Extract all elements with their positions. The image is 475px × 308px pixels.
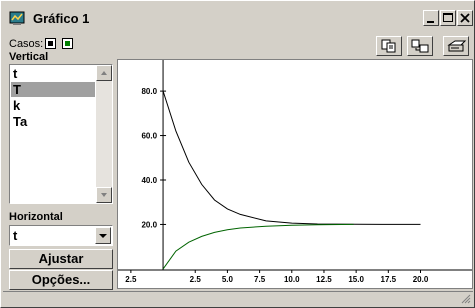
vertical-variable-list[interactable] [9,64,113,204]
ajustar-button[interactable]: Ajustar [9,249,113,269]
x-tick-label: 7.5 [254,275,266,284]
list-item[interactable]: k [13,98,21,113]
close-icon [459,12,471,24]
status-bar [3,291,473,306]
x-tick-label: 5.0 [221,275,233,284]
opcoes-button[interactable]: Opções... [9,270,113,290]
app-icon [9,10,25,26]
x-tick-label: 2.5 [125,275,137,284]
copy-icon [380,39,398,53]
x-tick-label: 10.0 [283,275,300,284]
case-toggle-green[interactable] [62,38,73,49]
title-bar[interactable] [3,3,473,31]
arrow-up-icon [97,66,111,80]
y-tick-label: 80.0 [141,87,158,97]
casos-label: Casos: [9,38,44,50]
horizontal-label: Horizontal [9,211,63,223]
minimize-button[interactable] [423,10,439,26]
arrow-down-icon [97,188,111,202]
print-button[interactable] [443,36,469,56]
printer-icon [447,39,467,53]
x-tick-label: 17.5 [380,275,397,284]
chevron-down-icon [96,228,110,243]
export-button[interactable] [407,36,433,56]
x-tick-label: 20.0 [412,275,429,284]
list-scrollbar[interactable] [96,65,112,203]
maximize-icon [442,12,454,24]
dropdown-button[interactable] [95,227,111,244]
x-tick-label: 15.0 [348,275,364,284]
series-line-0 [163,91,420,224]
horizontal-variable-select[interactable] [9,225,113,246]
vertical-label: Vertical [9,51,49,63]
y-tick-label: 20.0 [141,220,158,230]
list-item[interactable]: T [11,82,95,97]
window-title: Gráfico 1 [33,11,90,26]
x-tick-label: 2.5 [189,275,201,284]
y-tick-label: 40.0 [141,176,158,185]
chart-area[interactable] [117,59,473,289]
scroll-up-button[interactable] [96,65,112,81]
minimize-icon [425,12,437,24]
chart-svg [118,60,472,288]
horizontal-selected-value: t [13,228,18,243]
series-line-1 [163,224,354,269]
list-item[interactable]: t [13,66,18,81]
copy-button[interactable] [376,36,402,56]
maximize-button[interactable] [440,10,456,26]
list-item[interactable]: Ta [13,114,28,129]
x-tick-label: 12.5 [316,275,332,284]
scroll-down-button[interactable] [96,187,112,203]
close-button[interactable] [457,10,473,26]
export-icon [411,39,429,53]
y-tick-label: 60.0 [141,131,158,141]
resize-grip-icon[interactable] [459,292,471,304]
case-toggle-black[interactable] [45,38,56,49]
